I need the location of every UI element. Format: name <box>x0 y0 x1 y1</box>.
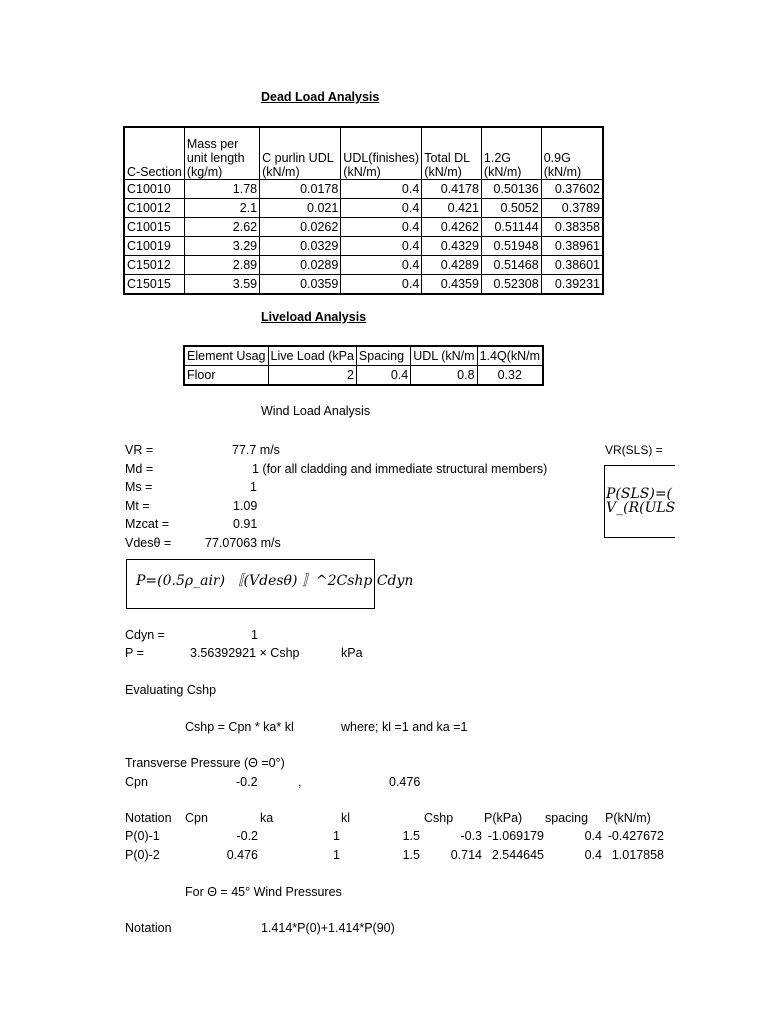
param-label-md: Md = <box>125 462 154 476</box>
notation-header-1: Cpn <box>185 811 208 825</box>
notation-cell: 1.5 <box>402 848 420 862</box>
dead-load-title: Dead Load Analysis <box>261 90 380 104</box>
cshp-note: where; kl =1 and ka =1 <box>341 720 468 734</box>
header-1-2g: 1.2G (kN/m) <box>481 127 541 179</box>
side-formula-line2: V_(R(ULS <box>606 500 676 516</box>
vr-sls-label: VR(SLS) = <box>605 443 663 457</box>
theta45-title: For Θ = 45° Wind Pressures <box>185 885 342 899</box>
table-cell: 0.4178 <box>422 179 482 198</box>
table-row <box>124 179 603 198</box>
table-cell: 0.51468 <box>481 255 541 274</box>
table-cell: 0.38961 <box>541 236 603 255</box>
param-value-ms: 1 <box>250 480 257 494</box>
table-cell: 2.1 <box>184 198 259 217</box>
param-value-md: 1 (for all cladding and immediate structural members) <box>252 462 548 476</box>
cell-1-4q: 0.32 <box>477 366 543 386</box>
header-udl-finishes: UDL(finishes) (kN/m) <box>341 127 422 179</box>
table-cell: 3.59 <box>184 274 259 294</box>
table-row <box>124 255 603 274</box>
param-label-vr: VR = <box>125 443 154 457</box>
header-spacing: Spacing <box>356 346 410 366</box>
header-0-9g: 0.9G (kN/m) <box>541 127 603 179</box>
cell-spacing: 0.4 <box>356 366 410 386</box>
table-cell: C10015 <box>124 217 184 236</box>
table-cell: 0.0359 <box>260 274 341 294</box>
table-cell: C10010 <box>124 179 184 198</box>
cshp-formula: Cshp = Cpn * ka* kl <box>185 720 294 734</box>
notation-header-4: Cshp <box>424 811 454 825</box>
notation-header-5: P(kPa) <box>484 811 523 825</box>
table-cell: 0.37602 <box>541 179 603 198</box>
table-cell: C10019 <box>124 236 184 255</box>
notation-header-7: P(kN/m) <box>605 811 651 825</box>
notation-cell: P(0)-1 <box>125 829 160 843</box>
notation-cell: P(0)-2 <box>125 848 160 862</box>
table-cell: 0.021 <box>260 198 341 217</box>
table-cell: 0.4 <box>341 274 422 294</box>
notation-cell: 2.544645 <box>491 848 544 862</box>
header-element-usage: Element Usag <box>184 346 268 366</box>
table-cell: C15012 <box>124 255 184 274</box>
table-cell: 3.29 <box>184 236 259 255</box>
param-label-mzcat: Mzcat = <box>125 517 170 531</box>
notation-header-3: kl <box>341 811 351 825</box>
cell-element: Floor <box>184 366 268 386</box>
table-cell: 0.52308 <box>481 274 541 294</box>
table-cell: 0.39231 <box>541 274 603 294</box>
notation-header-2: ka <box>260 811 274 825</box>
table-cell: 1.78 <box>184 179 259 198</box>
cpn-label: Cpn <box>125 775 148 789</box>
notation-cell: -0.2 <box>236 829 258 843</box>
p-label: P = <box>125 646 144 660</box>
table-cell: 0.38358 <box>541 217 603 236</box>
param-label-mt: Mt = <box>125 499 150 513</box>
header-1-4q: 1.4Q(kN/m <box>477 346 543 366</box>
table-cell: C15015 <box>124 274 184 294</box>
main-formula: P=(0.5ρ_air) 〚(Vdesθ) 〛^2Cshp Cdyn <box>136 573 414 589</box>
table-cell: 0.3789 <box>541 198 603 217</box>
table-cell: 0.4329 <box>422 236 482 255</box>
param-label-vdes: Vdesθ = <box>125 536 172 550</box>
table-cell: 0.4 <box>341 236 422 255</box>
table-cell: 0.4289 <box>422 255 482 274</box>
eval-title: Evaluating Cshp <box>125 683 217 697</box>
cell-live-load: 2 <box>268 366 356 386</box>
live-load-table <box>183 345 544 386</box>
table-cell: 0.0178 <box>260 179 341 198</box>
notation-cell: -0.3 <box>460 829 482 843</box>
live-load-title: Liveload Analysis <box>261 310 367 324</box>
table-cell: 0.0262 <box>260 217 341 236</box>
notation-cell: 1 <box>333 829 340 843</box>
notation-header-0: Notation <box>125 811 172 825</box>
notation2-label: Notation <box>125 921 172 935</box>
table-cell: 2.62 <box>184 217 259 236</box>
table-cell: 0.4 <box>341 179 422 198</box>
param-value-mzcat: 0.91 <box>233 517 258 531</box>
header-c-section: C-Section <box>124 127 184 179</box>
table-cell: 0.4359 <box>422 274 482 294</box>
table-row <box>124 236 603 255</box>
notation-cell: -1.069179 <box>487 829 544 843</box>
cpn-separator: , <box>298 775 302 789</box>
param-label-ms: Ms = <box>125 480 153 494</box>
param-value-vdes: 77.07063 m/s <box>205 536 281 550</box>
header-live-load: Live Load (kPa <box>268 346 356 366</box>
cpn-value-1: -0.2 <box>236 775 258 789</box>
p-value: 3.56392921 × Cshp <box>190 646 300 660</box>
table-cell: 0.4 <box>341 255 422 274</box>
table-cell: 0.5052 <box>481 198 541 217</box>
notation-cell: 0.4 <box>584 829 602 843</box>
notation-cell: 1 <box>333 848 340 862</box>
notation-header-6: spacing <box>545 811 589 825</box>
table-cell: 0.4262 <box>422 217 482 236</box>
table-cell: 0.421 <box>422 198 482 217</box>
cdyn-value: 1 <box>251 628 258 642</box>
cell-udl: 0.8 <box>411 366 477 386</box>
p-unit: kPa <box>341 646 363 660</box>
table-row <box>124 217 603 236</box>
table-cell: 0.4 <box>341 198 422 217</box>
wind-load-title: Wind Load Analysis <box>261 404 371 418</box>
notation2-formula: 1.414*P(0)+1.414*P(90) <box>261 921 395 935</box>
table-cell: C10012 <box>124 198 184 217</box>
table-cell: 0.4 <box>341 217 422 236</box>
table-cell: 2.89 <box>184 255 259 274</box>
notation-cell: -0.427672 <box>607 829 664 843</box>
header-udl: UDL (kN/m <box>411 346 477 366</box>
table-row <box>124 198 603 217</box>
table-cell: 0.38601 <box>541 255 603 274</box>
table-cell: 0.50136 <box>481 179 541 198</box>
notation-cell: 0.4 <box>584 848 602 862</box>
header-c-purlin-udl: C purlin UDL (kN/m) <box>260 127 341 179</box>
table-row <box>124 274 603 294</box>
table-cell: 0.0289 <box>260 255 341 274</box>
transverse-title: Transverse Pressure (Θ =0°) <box>125 756 285 770</box>
header-mass: Mass per unit length (kg/m) <box>184 127 259 179</box>
dead-load-table <box>123 126 604 295</box>
table-cell: 0.51948 <box>481 236 541 255</box>
cpn-value-2: 0.476 <box>389 775 421 789</box>
live-load-row <box>184 366 543 386</box>
notation-cell: 0.476 <box>226 848 258 862</box>
param-value-mt: 1.09 <box>233 499 258 513</box>
notation-cell: 0.714 <box>450 848 482 862</box>
cdyn-label: Cdyn = <box>125 628 165 642</box>
param-value-vr: 77.7 m/s <box>232 443 280 457</box>
notation-cell: 1.017858 <box>611 848 664 862</box>
live-load-header-row <box>184 346 543 366</box>
side-formula-line1: P(SLS)=( <box>606 486 673 502</box>
dead-load-header-row <box>124 127 603 179</box>
header-total-dl: Total DL (kN/m) <box>422 127 482 179</box>
table-cell: 0.51144 <box>481 217 541 236</box>
notation-cell: 1.5 <box>402 829 420 843</box>
table-cell: 0.0329 <box>260 236 341 255</box>
